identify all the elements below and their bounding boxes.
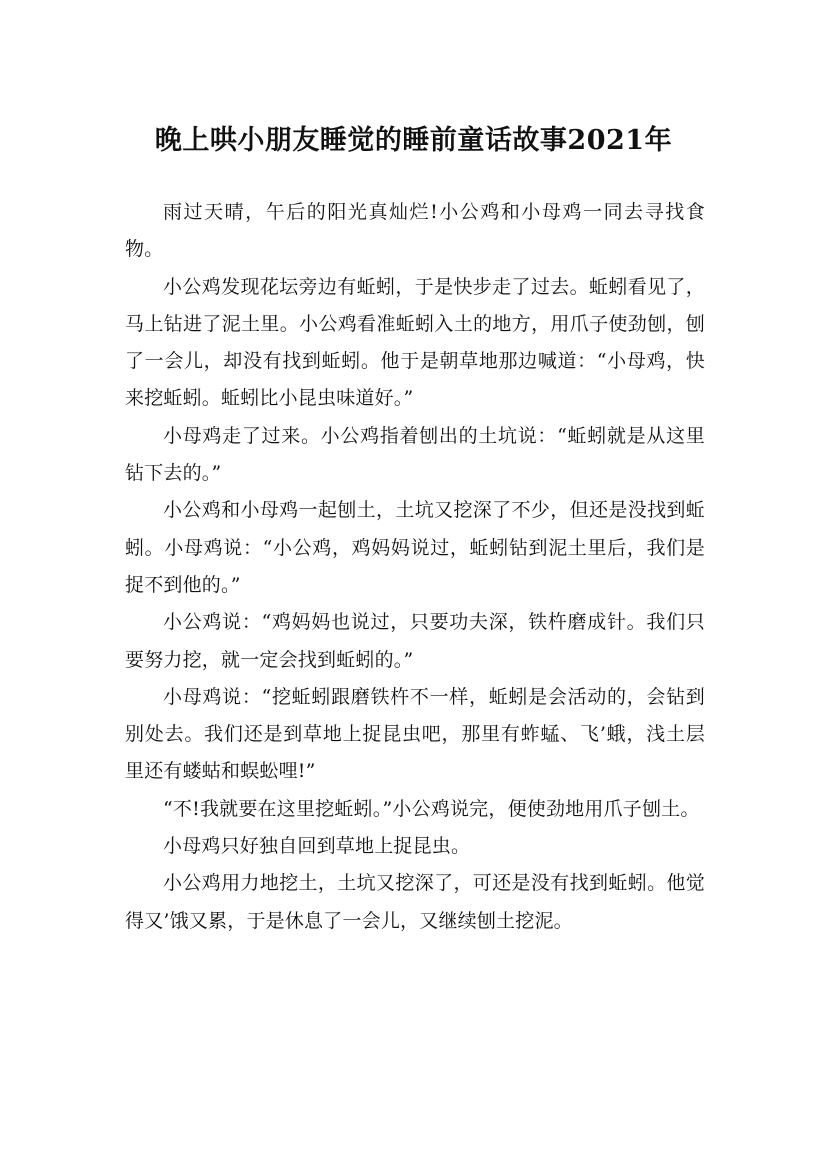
paragraph: 小公鸡和小母鸡一起刨土，土坑又挖深了不少，但还是没找到蚯蚓。小母鸡说：“小公鸡，鸡妈妈说过，蚯蚓钻到泥土里后，我们是捉不到他的。” — [125, 499, 705, 596]
document-title: 晚上哄小朋友睡觉的睡前童话故事2021年 — [154, 125, 673, 157]
paragraph: 小公鸡说：“鸡妈妈也说过，只要功夫深，铁杵磨成针。我们只要努力挖，就一定会找到蚯蚓的。” — [125, 611, 705, 671]
paragraph: “不!我就要在这里挖蚯蚓。”小公鸡说完，便使劲地用爪子刨土。 — [163, 797, 700, 820]
paragraph: 小母鸡走了过来。小公鸡指着刨出的土坑说：“蚯蚓就是从这里钻下去的。” — [125, 424, 705, 485]
paragraph: 小母鸡只好独自回到草地上捉昆虫。 — [163, 835, 471, 858]
paragraph: 雨过天晴，午后的阳光真灿烂!小公鸡和小母鸡一同去寻找食物。 — [125, 201, 705, 261]
paragraph: 小公鸡用力地挖土，土坑又挖深了，可还是没有找到蚯蚓。他觉得又’饿又累，于是休息了一会儿，又继续刨土挖泥。 — [125, 872, 705, 932]
paragraph: 小公鸡发现花坛旁边有蚯蚓，于是快步走了过去。蚯蚓看见了，马上钻进了泥土里。小公鸡看准蚯蚓入土的地方，用爪子使劲刨，刨了一会儿，却没有找到蚯蚓。他于是朝草地那边喊道：“小母鸡，快来挖蚯蚓。蚯蚓比小昆虫味道好。” — [125, 275, 705, 410]
document-body — [125, 194, 705, 940]
paragraph: 小母鸡说：“挖蚯蚓跟磨铁杵不一样，蚯蚓是会活动的，会钻到别处去。我们还是到草地上捉昆虫吧，那里有蚱蜢、飞’蛾，浅土层里还有蝼蛄和蜈蚣哩!” — [125, 685, 705, 783]
